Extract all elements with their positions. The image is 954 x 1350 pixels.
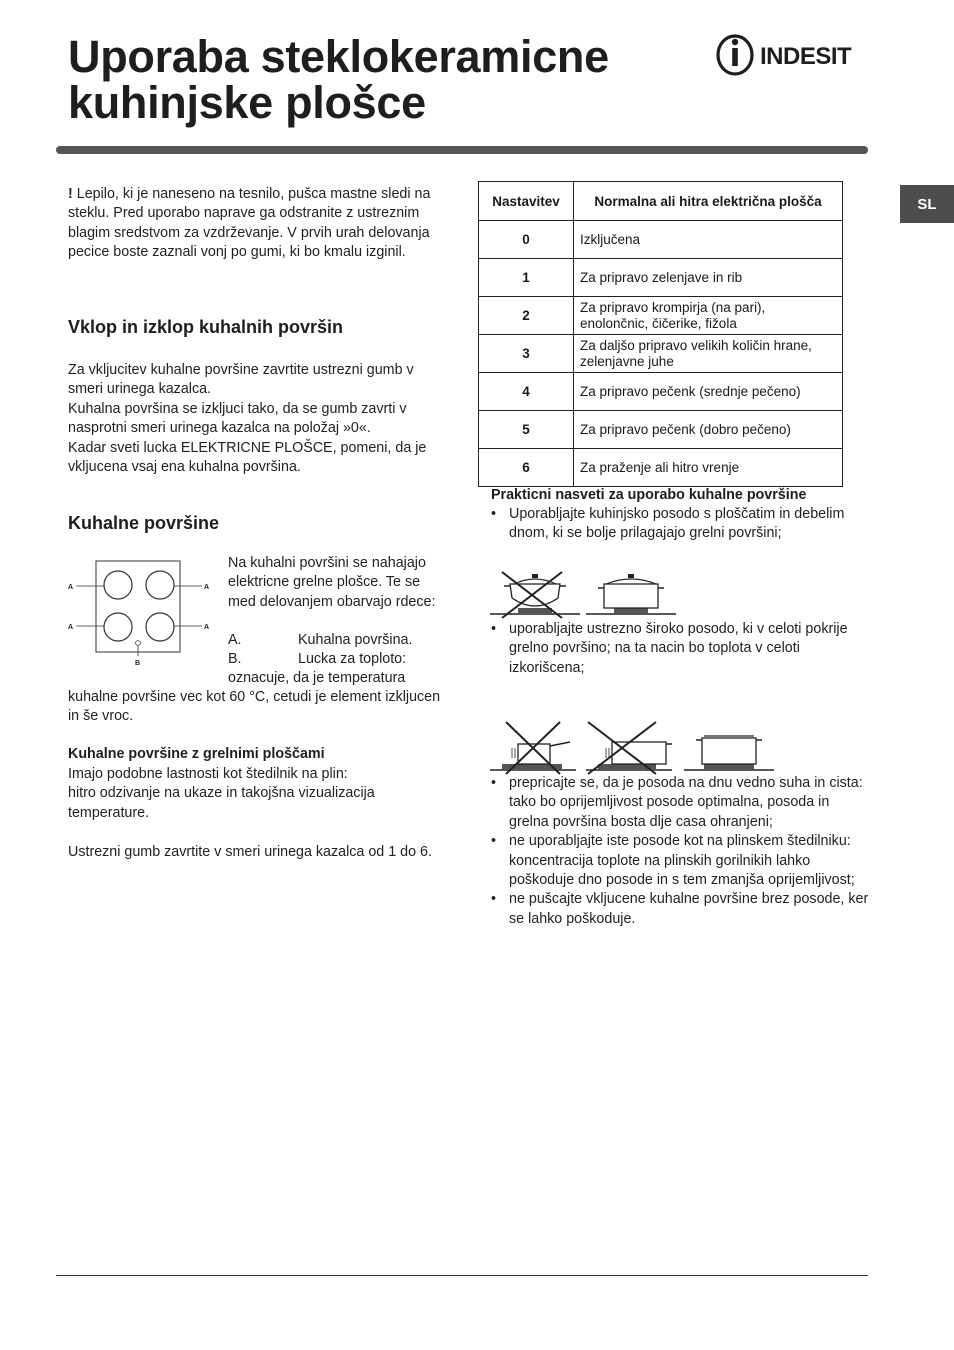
item-a-text: Kuhalna površina.	[298, 632, 413, 648]
setting-description: Za pripravo krompirja (na pari), enolončnic, čičerike, fižola	[574, 297, 843, 335]
settings-table	[478, 181, 843, 487]
setting-value: 6	[479, 449, 574, 487]
tips-heading: Prakticni nasveti za uporabo kuhalne površine	[491, 487, 807, 503]
setting-description: Izključena	[574, 221, 843, 259]
setting-value: 0	[479, 221, 574, 259]
table-header-setting: Nastavitev	[479, 182, 574, 221]
brand-logo	[715, 33, 875, 77]
setting-value: 2	[479, 297, 574, 335]
table-header-description: Normalna ali hitra električna plošča	[574, 182, 843, 221]
setting-description: Za pripravo pečenk (srednje pečeno)	[574, 373, 843, 411]
heading-on-off: Vklop in izklop kuhalnih površin	[68, 317, 344, 337]
table-row	[479, 221, 843, 259]
setting-value: 1	[479, 259, 574, 297]
heating-plates-text	[68, 765, 446, 862]
on-off-para-1: Za vkljucitev kuhalne površine zavrtite ustrezni gumb v smeri urinega kazalca.	[68, 362, 414, 398]
tip-no-gas-pots: • ne uporabljajte iste posode kot na plinskem štedilniku: koncentracija toplote na plinskih gorilnikih lahko poškoduje dno posode in s tem zmanjša oprijemljivost;	[491, 832, 871, 890]
setting-description: Za praženje ali hitro vrenje	[574, 449, 843, 487]
flat-bottom-illustration	[488, 566, 678, 622]
tip-dry-clean: • prepricajte se, da je posoda na dnu vedno suha in cista: tako bo oprijemljivost posode optimalna, posoda in grelna površina bosta dlje casa ohranjeni;	[491, 774, 871, 832]
on-off-para-2: Kuhalna površina se izkljuci tako, da se gumb zavrti v nasprotni smeri urinega kazalca na položaj »0«.	[68, 400, 407, 437]
table-row	[479, 259, 843, 297]
page-title-line-1: Uporaba steklokeramicne	[68, 31, 609, 82]
heating-plates-para-2: hitro odzivanje na ukaze in takojšna vizualizacija temperature.	[68, 785, 375, 821]
warning-note	[68, 185, 446, 263]
tips-list-3	[491, 774, 871, 929]
tip-flat-bottom: • Uporabljajte kuhinjsko posodo s ploščatim in debelim dnom, ki se bolje prilagajajo grelni površini;	[491, 505, 871, 544]
setting-value: 4	[479, 373, 574, 411]
heading-heating-plates: Kuhalne površine z grelnimi ploščami	[68, 746, 325, 762]
surfaces-continuation: kuhalne površine vec kot 60 °C, cetudi je element izkljucen in še vroc.	[68, 689, 441, 725]
tips-list-2	[491, 620, 871, 678]
page-title-line-2: kuhinjske plošce	[68, 77, 426, 128]
setting-description: Za pripravo pečenk (dobro pečeno)	[574, 411, 843, 449]
on-off-para-3: Kadar sveti lucka ELEKTRICNE PLOŠCE, pomeni, da je vkljucena vsaj ena kuhalna površina.	[68, 439, 427, 476]
language-tab: SL	[900, 185, 954, 223]
heating-plates-para-1: Imajo podobne lastnosti kot štedilnik na plin:	[68, 766, 348, 782]
table-row	[479, 297, 843, 335]
surfaces-intro: Na kuhalni površini se nahajajo elektricne grelne plošce. Te se med delovanjem obarvajo rdece:	[228, 555, 436, 610]
warning-text: Lepilo, ki je naneseno na tesnilo, pušca mastne sledi na steklu. Pred uporabo naprave ga odstranite z ustreznim blagim sredstvom za vzdrževanje. V prvih urah delovanja pecice boste zaznali vonj po gumi, ki bo kmalu izginil.	[68, 186, 431, 261]
setting-value: 3	[479, 335, 574, 373]
setting-value: 5	[479, 411, 574, 449]
heading-surfaces: Kuhalne površine	[68, 513, 220, 533]
heating-plates-para-3: Ustrezni gumb zavrtite v smeri urinega kazalca od 1 do 6.	[68, 843, 432, 860]
label-a-top-left: A	[68, 584, 74, 591]
table-row	[479, 373, 843, 411]
page-title	[68, 31, 609, 128]
table-row	[479, 335, 843, 373]
table-row	[479, 449, 843, 487]
on-off-text	[68, 361, 446, 477]
header-divider	[56, 146, 868, 154]
tip-wide-pot: • uporabljajte ustrezno široko posodo, ki v celoti pokrije grelno površino; na ta nacin bo toplota v celoti izkorišcena;	[491, 620, 871, 678]
hob-diagram	[64, 556, 216, 668]
label-a-bottom-left: A	[68, 624, 74, 631]
label-a-bottom-right: A	[204, 624, 210, 631]
tips-list-1	[491, 505, 871, 544]
setting-description: Za daljšo pripravo velikih količin hrane, zelenjavne juhe	[574, 335, 843, 373]
item-b-key: B.	[228, 651, 242, 667]
setting-description: Za pripravo zelenjave in rib	[574, 259, 843, 297]
label-a-top-right: A	[204, 584, 210, 591]
table-header-row	[479, 182, 843, 221]
item-b-text: Lucka za toploto:	[298, 651, 407, 667]
label-b: B	[135, 660, 141, 667]
pot-size-illustration	[488, 718, 778, 778]
footer-rule	[56, 1275, 868, 1276]
warning-mark: !	[68, 186, 73, 202]
brand-logo-text: INDESIT	[760, 43, 852, 70]
item-a-key: A.	[228, 632, 242, 648]
table-row	[479, 411, 843, 449]
tip-no-empty-surface: • ne pušcajte vkljucene kuhalne površine brez posode, ker se lahko poškoduje.	[491, 890, 871, 929]
item-b-cont: oznacuje, da je temperatura	[228, 670, 406, 686]
